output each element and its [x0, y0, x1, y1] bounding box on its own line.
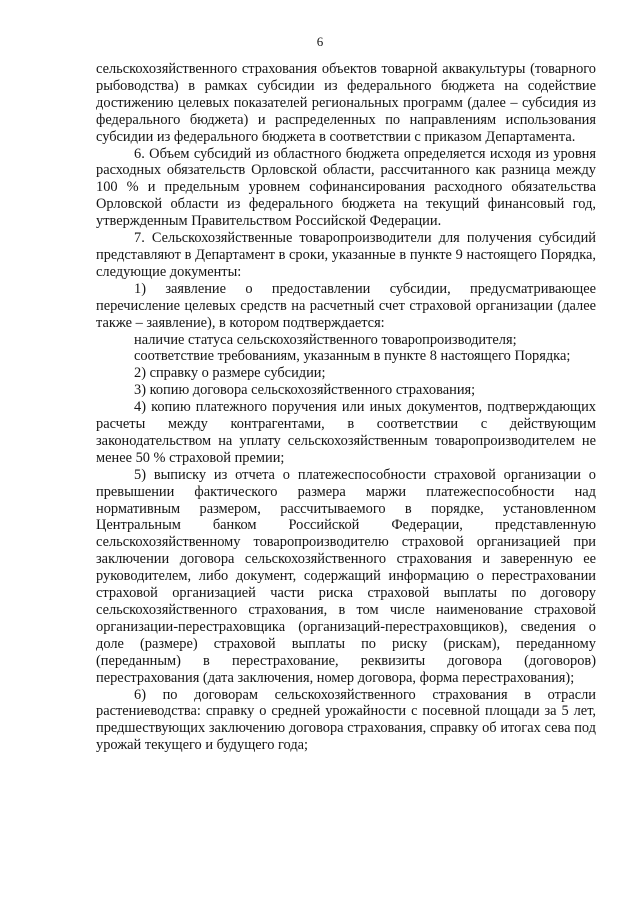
list-item-4-payment-order: 4) копию платежного поручения или иных документов, подтверждающих расчеты между контрагентами, в соответствии с действующим законодательством на уплату сельскохозяйственным товаропроизводителем не менее 50 % страховой премии;: [96, 399, 596, 466]
page-number: 6: [316, 34, 324, 49]
list-item-5-solvency-report: 5) выписку из отчета о платежеспособности страховой организации о превышении фактического размера маржи платежеспособности над нормативным размером, рассчитываемого в порядке, установленном Центральным банком Российской Федерации, представленную сельскохозяйственному товаропроизводителю страховой организацией при заключении договора сельскохозяйственного страхования и заверенную ее руководителем, либо документ, содержащий информацию о перестраховании страховой организацией части риска страховой выплаты по договору сельскохозяйственного страхования, в том числе наименование страховой организации-перестраховщика (организаций-перестраховщиков), сведения о доле (размере) страховой выплаты по риску (рискам), переданному (переданным) в перестрахование, реквизиты договора (договоров) перестрахования (дата заключения, номер договора, форма перестрахования);: [96, 466, 596, 686]
document-body: [96, 61, 596, 754]
paragraph-aquaculture-continuation: сельскохозяйственного страхования объектов товарной аквакультуры (товарного рыбоводства) в рамках субсидии из федерального бюджета на содействие достижению целевых показателей региональных программ (далее – субсидия из федерального бюджета) и распределенных по направлениям использования субсидии из федерального бюджета в соответствии с приказом Департамента.: [96, 61, 596, 145]
list-subitem-producer-status: наличие статуса сельскохозяйственного товаропроизводителя;: [134, 331, 517, 348]
list-item-2-subsidy-certificate: 2) справку о размере субсидии;: [134, 365, 326, 382]
list-item-1-application: 1) заявление о предоставлении субсидии, предусматривающее перечисление целевых средств на расчетный счет страховой организации (далее также – заявление), в котором подтверждается:: [96, 280, 596, 331]
paragraph-item-6: 6. Объем субсидий из областного бюджета определяется исходя из уровня расходных обязательств Орловской области, рассчитанного как разница между 100 % и предельным уровнем софинансирования расходного обязательства Орловской области из федерального бюджета на текущий финансовый год, утвержденным Правительством Российской Федерации.: [96, 145, 596, 230]
list-item-3-insurance-contract-copy: 3) копию договора сельскохозяйственного страхования;: [134, 382, 476, 399]
paragraph-item-7: 7. Сельскохозяйственные товаропроизводители для получения субсидий представляют в Департамент в сроки, указанные в пункте 9 настоящего Порядка, следующие документы:: [96, 230, 596, 280]
list-item-6-crop-yield-certificate: 6) по договорам сельскохозяйственного страхования в отрасли растениеводства: справку о средней урожайности с посевной площади за 5 лет, предшествующих заключению договора страхования, справку об итогах сева под урожай текущего и будущего года;: [96, 686, 596, 754]
list-subitem-requirements: соответствие требованиям, указанным в пункте 8 настоящего Порядка;: [134, 348, 571, 365]
